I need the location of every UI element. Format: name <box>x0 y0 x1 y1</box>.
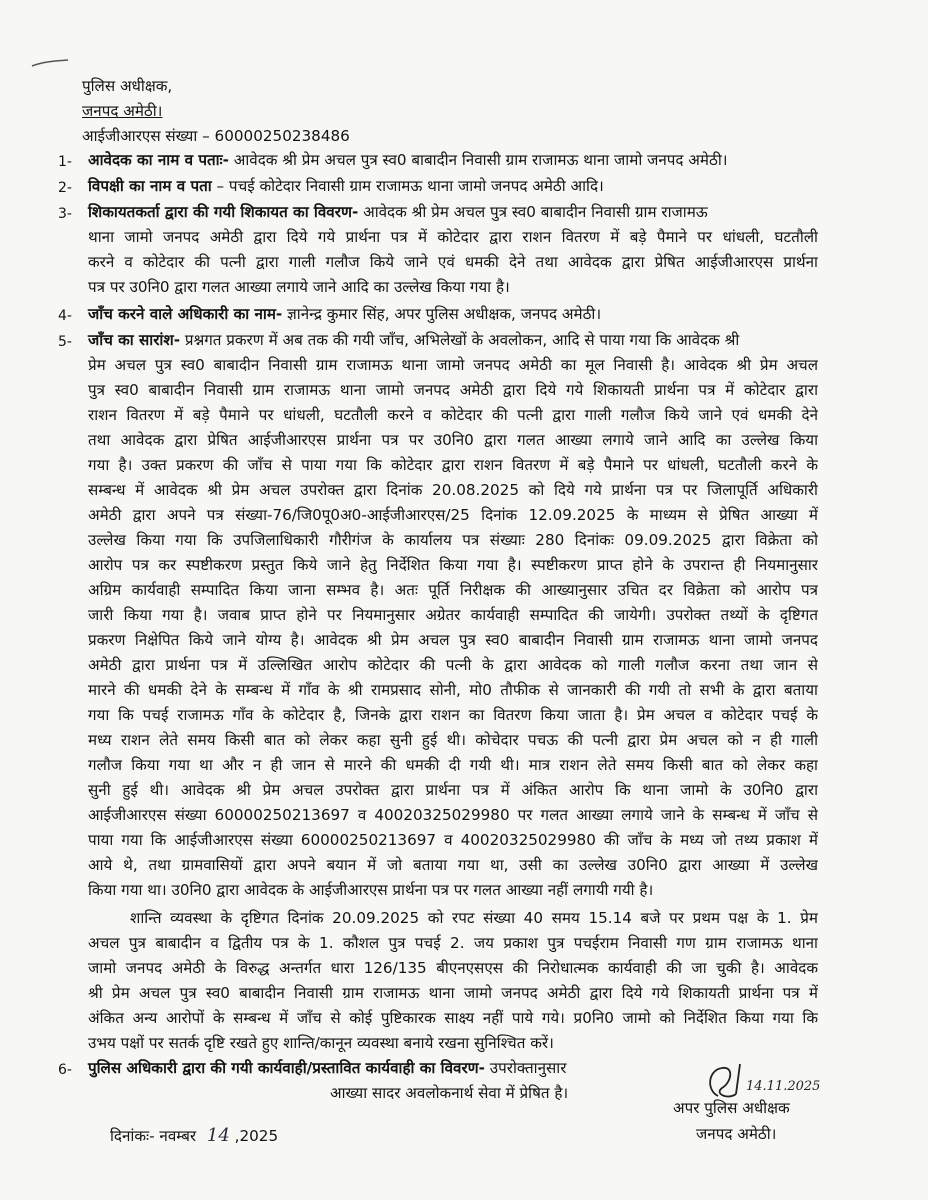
item-5-line-13: प्रकरण निक्षेपित किये जाने योग्य है। आवेदक श्री प्रेम अचल पुत्र स्व0 बाबादीन निवासी ग्राम राजामऊ थाना जामो जनपद <box>88 631 818 649</box>
addressee-title: पुलिस अधीक्षक, <box>82 77 173 95</box>
item-2-text: – पचई कोटेदार निवासी ग्राम राजामऊ थाना जामो जनपद अमेठी आदि। <box>211 177 604 195</box>
item-5-line-28: अंकित अन्य आरोपों के सम्बन्ध में जाँच से कोई पुष्टिकारक साक्ष्य नहीं पाये गये। प्र0नि0 जामो को निर्देशित किया गया कि <box>88 1009 818 1027</box>
item-3-heading: शिकायतकर्ता द्वारा की गयी शिकायत का विवरण- <box>88 203 359 221</box>
item-3-line-3: करने व कोटेदार की पत्नी द्वारा गाली गलौज किये जाने एवं धमकी देने तथा आवेदक द्वारा प्रेषित आईजीआरएस प्रार्थना <box>88 253 818 271</box>
item-4-heading: जाँच करने वाले अधिकारी का नाम- <box>88 305 283 323</box>
signatory-title: अपर पुलिस अधीक्षक <box>673 1099 790 1117</box>
item-5-line-4: राशन वितरण में बड़े पैमाने पर धांधली, घटतौली करने व कोटेदार की पत्नी द्वारा गाली गलौज किये जाने एवं धमकी देने <box>88 406 818 424</box>
item-number-5: 5- <box>58 334 72 350</box>
item-6-text-1: उपरोक्तानुसार <box>484 1059 567 1077</box>
item-number-2: 2- <box>58 180 72 196</box>
item-5-line-22: आये थे, तथा ग्रामवासियों द्वारा अपने बयान में जो बताया गया था, उसी का उल्लेख उ0नि0 द्वारा आख्या में उल्लेख <box>88 856 818 874</box>
item-5-line-6: गया है। उक्त प्रकरण की जाँच से पाया गया कि कोटेदार द्वारा राशन वितरण में बड़े पैमाने पर धांधली, घटतौली करने के <box>88 456 818 474</box>
item-1-heading: आवेदक का नाम व पताः- <box>88 151 229 169</box>
item-2-heading: विपक्षी का नाम व पता <box>88 177 212 195</box>
item-number-1: 1- <box>58 154 72 170</box>
item-5-line-16: गया कि पचई राजामऊ गाँव के कोटेदार है, जिनके द्वारा राशन का वितरण किया जाता है। प्रेम अचल व कोटेदार पचई के <box>88 706 818 724</box>
item-5-line-14: अमेठी द्वारा प्रार्थना पत्र में उल्लिखित आरोप कोटेदार की पत्नी के द्वारा आवेदक को गाली गलौज करना तथा जान से <box>88 656 818 674</box>
item-5-line-12: जारी किया गया है। जवाब प्राप्त होने पर नियमानुसार अग्रेतर कार्यवाही सम्पादित की जायेगी। उपरोक्त तथ्यों के दृष्टिगत <box>88 606 818 624</box>
item-3-line-1 <box>88 202 708 222</box>
item-6-line-1 <box>88 1058 566 1078</box>
item-1-text: आवेदक श्री प्रेम अचल पुत्र स्व0 बाबादीन निवासी ग्राम राजामऊ थाना जामो जनपद अमेठी। <box>228 151 728 169</box>
date-year: ,2025 <box>234 1127 279 1145</box>
item-5-line-5: तथा आवेदक द्वारा प्रेषित आईजीआरएस प्रार्थना पत्र पर उ0नि0 द्वारा गलत आख्या लगाये जाने आदि का उल्लेख किया <box>88 431 818 449</box>
date-day-handwritten: 14 <box>206 1125 230 1146</box>
item-4-text: ज्ञानेन्द्र कुमार सिंह, अपर पुलिस अधीक्षक, जनपद अमेठी। <box>282 305 602 323</box>
item-5-line-17: मध्य राशन लेते समय किसी बात को लेकर कहा सुनी हुई थी। कोचेदार पचऊ की पत्नी द्वारा प्रेम अचल को न ही गाली <box>88 731 818 749</box>
item-5-line-8: अमेठी द्वारा अपने पत्र संख्या-76/जि0पू0अ0-आईजीआरएस/25 दिनांक 12.09.2025 के माध्यम से प्रेषित आख्या में <box>88 506 818 524</box>
item-3-text-1: आवेदक श्री प्रेम अचल पुत्र स्व0 बाबादीन निवासी ग्राम राजामऊ <box>358 203 708 221</box>
item-5-line-7: सम्बन्ध में आवेदक श्री प्रेम अचल उपरोक्त द्वारा दिनांक 20.08.2025 को दिये गये प्रार्थना पत्र पर जिलापूर्ति अधिकारी <box>88 481 818 499</box>
item-5-line-3: पुत्र स्व0 बाबादीन निवासी ग्राम राजामऊ थाना जामो जनपद अमेठी द्वारा दिये गये शिकायती प्रार्थना पत्र में कोटेदार द्वारा <box>88 381 818 399</box>
item-4-line <box>88 304 601 324</box>
item-number-3: 3- <box>58 206 72 222</box>
item-5-line-21: पाया गया कि आईजीआरएस संख्या 60000250213697 व 40020325029980 की जाँच के मध्य जो तथ्य प्रकाश में <box>88 831 818 849</box>
item-5-line-19: सुनी हुई थी। आवेदक श्री प्रेम अचल उपरोक्त द्वारा प्रार्थना पत्र में अंकित आरोप कि थाना जामो के उ0नि0 द्वारा <box>88 781 818 799</box>
item-5-heading: जाँच का सारांश- <box>88 331 180 349</box>
item-2-line <box>88 176 604 196</box>
item-5-line-20: आईजीआरएस संख्या 60000250213697 व 40020325029980 पर गलत आख्या लगाये जाने के सम्बन्ध में जाँच से <box>88 806 818 824</box>
item-5-line-10: आरोप पत्र कर स्पष्टीकरण प्रस्तुत किये जाने हेतु निर्देशित किया गया है। स्पष्टीकरण प्राप्त होने के उपरान्त ही नियमानुसार <box>88 556 818 574</box>
item-5-line-18: गलौज किया गया था और न ही जान से मारने की धमकी दी गयी थी। मात्र राशन लेते समय किसी बात को लेकर कहा <box>88 756 818 774</box>
item-1-line <box>88 150 728 170</box>
item-5-line-11: अग्रिम कार्यवाही सम्पादित किया जाना सम्भव है। अतः पूर्ति निरीक्षक की आख्यानुसार उचित दर विक्रेता को आरोप पत्र <box>88 581 818 599</box>
item-5-line-9: उल्लेख किया गया कि उपजिलाधिकारी गौरीगंज के कार्यालय पत्र संख्याः 280 दिनांकः 09.09.2025 द्वारा विक्रेता को <box>88 531 818 549</box>
item-5-line-2: प्रेम अचल पुत्र स्व0 बाबादीन निवासी ग्राम राजामऊ थाना जामो जनपद अमेठी का मूल निवासी है। आवेदक श्री प्रेम अचल <box>88 356 818 374</box>
date-label: दिनांकः- नवम्बर <box>110 1127 197 1145</box>
item-5-line-27: श्री प्रेम अचल पुत्र स्व0 बाबादीन निवासी ग्राम राजामऊ थाना जामो जनपद अमेठी द्वारा दिये गये शिकायती प्रार्थना पत्र में <box>88 984 818 1002</box>
addressee-district: जनपद अमेठी। <box>82 102 163 120</box>
item-6-heading: पुलिस अधिकारी द्वारा की गयी कार्यवाही/प्रस्तावित कार्यवाही का विवरण- <box>88 1059 485 1077</box>
igrs-number: आईजीआरएस संख्या – 60000250238486 <box>82 127 350 145</box>
item-5-line-1 <box>88 330 739 350</box>
item-5-line-29: उभय पक्षों पर सतर्क दृष्टि रखते हुए शान्ति/कानून व्यवस्था बनाये रखना सुनिश्चित करें। <box>88 1034 554 1052</box>
item-5-line-23: किया गया था। उ0नि0 द्वारा आवेदक के आईजीआरएस प्रार्थना पत्र पर गलत आख्या नहीं लगायी गयी है। <box>88 881 654 899</box>
signature-date: 14.11.2025 <box>746 1079 821 1094</box>
item-5-line-26: जामो जनपद अमेठी के विरुद्ध अन्तर्गत धारा 126/135 बीएनएसएस की निरोधात्मक कार्यवाही की जा चुकी है। आवेदक <box>88 959 818 977</box>
item-5-text-1: प्रश्नगत प्रकरण में अब तक की गयी जाँच, अभिलेखों के अवलोकन, आदि से पाया गया कि आवेदक श्री <box>180 331 740 349</box>
pen-mark <box>30 58 70 70</box>
item-number-4: 4- <box>58 308 72 324</box>
item-6-line-2: आख्या सादर अवलोकनार्थ सेवा में प्रेषित है। <box>330 1084 569 1102</box>
date-line <box>110 1126 278 1146</box>
item-3-line-4: पत्र पर उ0नि0 द्वारा गलत आख्या लगाये जाने आदि का उल्लेख किया गया है। <box>88 278 510 296</box>
item-5-line-24: शान्ति व्यवस्था के दृष्टिगत दिनांक 20.09.2025 को रपट संख्या 40 समय 15.14 बजे पर प्रथम पक्ष के 1. प्रेम <box>130 909 818 927</box>
item-number-6: 6- <box>58 1062 72 1078</box>
item-3-line-2: थाना जामो जनपद अमेठी द्वारा दिये गये प्रार्थना पत्र में कोटेदार द्वारा राशन वितरण में बड़े पैमाने पर धांधली, घटतौली <box>88 228 818 246</box>
signatory-district: जनपद अमेठी। <box>696 1125 777 1143</box>
item-5-line-25: अचल पुत्र बाबादीन व द्वितीय पत्र के 1. कौशल पुत्र पचई 2. जय प्रकाश पुत्र पचईराम निवासी गण ग्राम राजामऊ थाना <box>88 934 818 952</box>
item-5-line-15: मारने की धमकी देने के सम्बन्ध में गाँव के श्री रामप्रसाद सोनी, मो0 तौफीक से जानकारी की गयी तो सभी के द्वारा बताया <box>88 681 818 699</box>
